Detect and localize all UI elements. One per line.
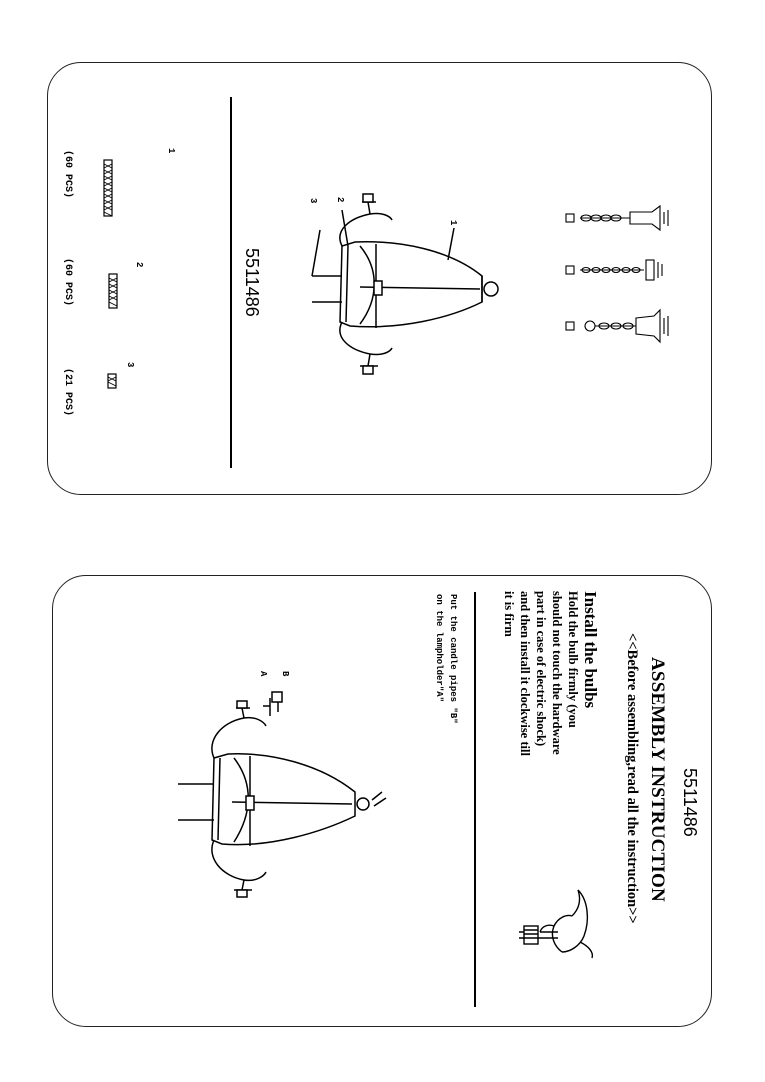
step-title: Install the bulbs [581, 591, 600, 709]
top-model-number: 5511486 [242, 248, 262, 317]
diagram-callout-3: 3 [308, 198, 318, 204]
step-instruction-line-1: Hold the bulb firmly (you [566, 591, 580, 728]
assembly-title: ASSEMBLY INSTRUCTION [647, 657, 668, 902]
step-instruction-line-5: it is firm [502, 591, 516, 637]
step-instruction-line-2: should not touch the hardware [550, 591, 564, 755]
diagram-label-b: B [280, 671, 290, 677]
diagram-callout-2: 2 [335, 197, 345, 203]
candle-pipe-installation-diagram [160, 700, 400, 900]
assembly-subtitle: <<Before assembling,read all the instruction>> [624, 633, 640, 924]
crystal-strand-3-image [104, 374, 124, 390]
top-divider-line [230, 97, 232, 468]
note-line-2: on the lampholder"A" [434, 594, 444, 703]
bottom-divider-line [474, 592, 476, 1007]
part-1-quantity: (60 PCS) [62, 150, 73, 199]
part-2-number: 2 [134, 262, 144, 268]
hanging-chain-options-diagram [560, 200, 680, 350]
crystal-strand-1-image [100, 160, 120, 218]
crystal-strand-2-image [105, 274, 125, 310]
step-instruction-line-3: part in case of electric shock) [534, 591, 548, 747]
bottom-model-number: 5511486 [680, 768, 700, 837]
step-instruction-line-4: and then install it clockwise till [518, 591, 532, 756]
chandelier-assembly-diagram [290, 190, 520, 390]
part-2-quantity: (60 PCS) [62, 258, 73, 307]
note-line-1: Put the candle pipes "B" [448, 594, 458, 724]
part-3-number: 3 [125, 362, 135, 368]
part-1-number: 1 [166, 148, 176, 154]
diagram-label-a: A [258, 671, 268, 677]
diagram-callout-1: 1 [448, 220, 458, 226]
hand-installing-bulb-illustration [518, 880, 598, 960]
part-3-quantity: (21 PCS) [62, 368, 73, 417]
